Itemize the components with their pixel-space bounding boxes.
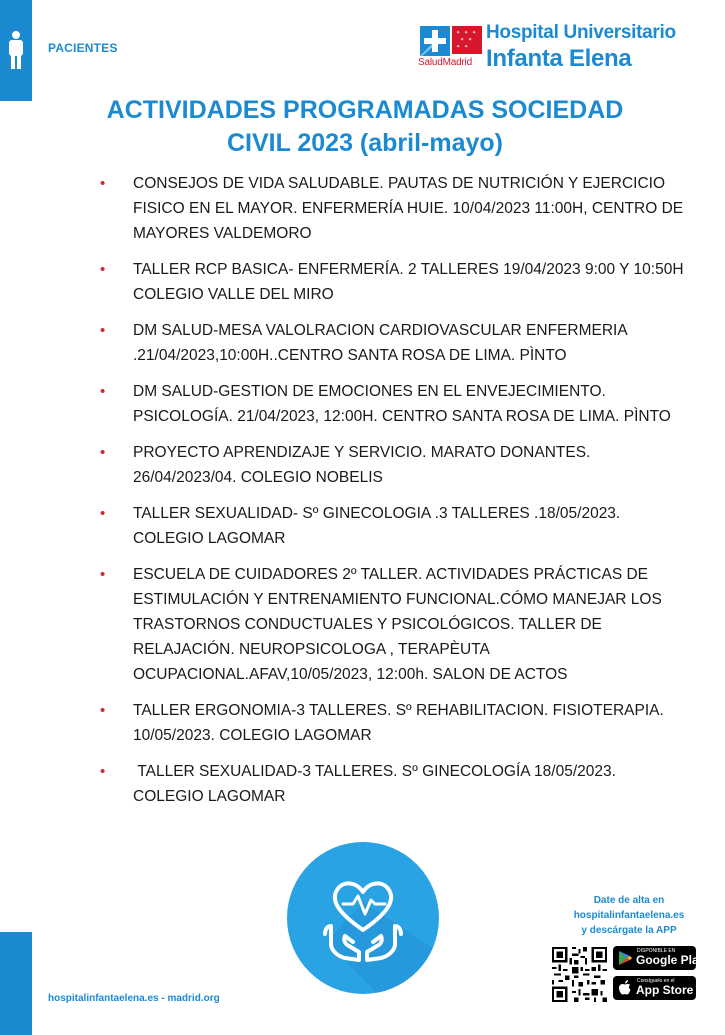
activity-item: [100, 501, 690, 551]
bullet-icon: •: [100, 505, 106, 522]
promo-line2: hospitalinfantaelena.es: [573, 910, 685, 921]
heart-hands-icon: [287, 842, 439, 994]
bullet-icon: •: [100, 763, 106, 780]
app-promo-text: [550, 893, 708, 938]
bullet-icon: •: [100, 566, 106, 583]
app-store-badge[interactable]: [613, 976, 696, 1000]
page-title: [60, 94, 670, 160]
heart-care-graphic: [287, 842, 439, 994]
bullet-icon: •: [100, 322, 106, 339]
activity-text: TALLER SEXUALIDAD-3 TALLERES. Sº GINECOLOGÍA 18/05/2023. COLEGIO LAGOMAR: [133, 763, 621, 805]
activity-item: [100, 257, 690, 307]
madrid-flag-icon: ✶ ✶ ✶ ✶ ✶ ✶ ✶: [452, 26, 482, 54]
side-accent-bar-top: [0, 0, 32, 101]
activity-item: [100, 698, 690, 748]
bullet-icon: •: [100, 383, 106, 400]
activity-item: [100, 759, 690, 809]
apple-icon: [618, 980, 633, 996]
activity-item: [100, 562, 690, 687]
app-store-sub: Consíguelo en el: [637, 978, 675, 984]
activity-item: [100, 171, 690, 246]
google-play-badge[interactable]: [613, 946, 706, 970]
promo-line1: Date de alta en: [593, 895, 665, 906]
salud-madrid-text: SaludMadrid: [418, 57, 472, 68]
activity-text: PROYECTO APRENDIZAJE Y SERVICIO. MARATO DONANTES. 26/04/2023/04. COLEGIO NOBELIS: [133, 444, 591, 486]
activity-item: [100, 379, 690, 429]
activity-item: [100, 440, 690, 490]
activity-text: TALLER RCP BASICA- ENFERMERÍA. 2 TALLERES 19/04/2023 9:00 Y 10:50H COLEGIO VALLE DEL MIRO: [133, 261, 684, 303]
hospital-name-line2: Infanta Elena: [486, 45, 632, 72]
activity-text: CONSEJOS DE VIDA SALUDABLE. PAUTAS DE NUTRICIÓN Y EJERCICIO FISICO EN EL MAYOR. ENFERMERÍA HUIE. 10/04/2023 11:00H, CENTRO DE MAYORES VALDEMORO: [133, 175, 684, 242]
activity-text: DM SALUD-GESTION DE EMOCIONES EN EL ENVEJECIMIENTO. PSICOLOGÍA. 21/04/2023, 12:00H. CENTRO SANTA ROSA DE LIMA. PÌNTO: [133, 383, 671, 425]
hospital-logo[interactable]: [418, 22, 708, 74]
activity-text: ESCUELA DE CUIDADORES 2º TALLER. ACTIVIDADES PRÁCTICAS DE ESTIMULACIÓN Y ENTRENAMIENTO FUNCIONAL.CÓMO MANEJAR LOS TRASTORNOS CONDUCTUALES Y PSICOLÓGICOS. TALLER DE RELAJACIÓN. NEUROPSICOLOGA , TERAPÈUTA OCUPACIONAL.AFAV,10/05/2023, 12:00h. SALON DE ACTOS: [133, 566, 662, 683]
app-store-label: App Store: [636, 983, 694, 997]
bullet-icon: •: [100, 444, 106, 461]
hospital-name-line1: Hospital Universitario: [486, 22, 676, 43]
bullet-icon: •: [100, 261, 106, 278]
bullet-icon: •: [100, 175, 106, 192]
health-cross-icon: [420, 26, 450, 56]
activity-text: DM SALUD-MESA VALOLRACION CARDIOVASCULAR ENFERMERIA .21/04/2023,10:00H..CENTRO SANTA ROSA DE LIMA. PÌNTO: [133, 322, 627, 364]
google-play-icon: [618, 950, 633, 966]
qr-code-icon[interactable]: [552, 947, 607, 1002]
side-accent-bar-bottom: [0, 932, 32, 1035]
activity-text: TALLER ERGONOMIA-3 TALLERES. Sº REHABILITACION. FISIOTERAPIA. 10/05/2023. COLEGIO LAGOMAR: [133, 702, 664, 744]
activity-text: TALLER SEXUALIDAD- Sº GINECOLOGIA .3 TALLERES .18/05/2023. COLEGIO LAGOMAR: [133, 505, 621, 547]
page-title-line2: CIVIL 2023 (abril-mayo): [226, 129, 504, 157]
patient-person-icon: [6, 30, 26, 70]
google-play-label: Google Play: [636, 953, 706, 967]
promo-line3: y descárgate la APP: [581, 925, 677, 936]
activity-list: [100, 171, 690, 820]
google-play-sub: DISPONIBLE EN: [637, 948, 676, 954]
section-label: PACIENTES: [48, 41, 118, 55]
bullet-icon: •: [100, 702, 106, 719]
activity-item: [100, 318, 690, 368]
salud-madrid-logo-mark: [418, 22, 482, 74]
footer-url-link[interactable]: hospitalinfantaelena.es - madrid.org: [48, 993, 220, 1004]
page-title-line1: ACTIVIDADES PROGRAMADAS SOCIEDAD: [106, 96, 624, 124]
